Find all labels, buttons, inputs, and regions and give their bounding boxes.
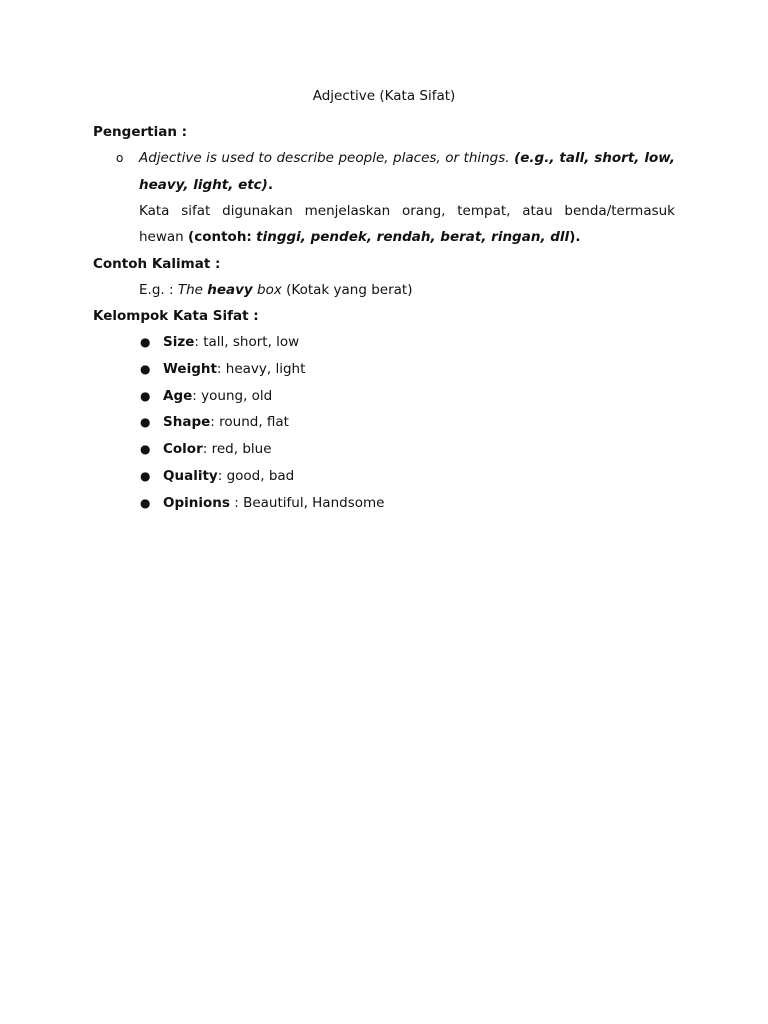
document-title: Adjective (Kata Sifat)	[312, 88, 456, 104]
definition-examples-end: heavy, light, etc)	[139, 177, 268, 193]
group-separator: :	[217, 467, 223, 484]
bullet-icon: ●	[140, 442, 151, 457]
list-item	[140, 414, 384, 441]
group-separator: :	[210, 414, 215, 431]
definition-line-2	[139, 177, 675, 193]
group-values: tall, short, low	[198, 334, 300, 350]
adjective-group-list	[140, 334, 384, 522]
group-values: heavy, light	[221, 360, 306, 377]
list-item	[140, 441, 384, 468]
group-separator: :	[229, 494, 239, 511]
contoh-kalimat-heading: Contoh Kalimat :	[93, 256, 221, 272]
bullet-icon: ●	[140, 361, 151, 376]
group-separator: :	[202, 441, 208, 458]
contoh-close: ).	[569, 229, 581, 245]
bullet-icon: ●	[140, 388, 151, 403]
group-values: good, bad	[222, 467, 295, 484]
group-values: red, blue	[207, 441, 272, 458]
contoh-label: (contoh:	[188, 229, 252, 245]
kelompok-heading: Kelompok Kata Sifat :	[93, 308, 259, 324]
group-label: Size	[163, 334, 195, 350]
group-values: Beautiful, Handsome	[238, 494, 385, 511]
contoh-examples: tinggi, pendek, rendah, berat, ringan, dll	[256, 229, 570, 245]
group-label: Weight	[163, 360, 217, 377]
bullet-icon: ●	[140, 495, 151, 510]
example-heavy: heavy	[207, 282, 253, 298]
list-item	[140, 495, 384, 522]
list-item	[140, 388, 384, 415]
group-separator: :	[194, 334, 199, 350]
bullet-icon: ●	[140, 335, 151, 349]
bullet-icon: ●	[140, 415, 151, 430]
definition-line-1	[139, 150, 675, 166]
example-the: The	[177, 282, 203, 298]
group-separator: :	[192, 387, 197, 404]
group-values: round, flat	[214, 414, 289, 431]
example-sentence	[139, 282, 412, 298]
list-item	[140, 468, 384, 495]
group-label: Color	[163, 441, 203, 458]
example-box: box	[257, 282, 282, 298]
group-separator: :	[216, 360, 222, 377]
list-item	[140, 334, 384, 361]
group-label: Shape	[163, 414, 211, 431]
group-values: young, old	[196, 387, 273, 404]
definition-period: .	[267, 177, 273, 193]
definition-indonesian-line-1: Kata sifat digunakan menjelaskan orang, tempat, atau benda/termasuk	[139, 203, 675, 219]
group-label: Opinions	[163, 494, 230, 511]
bullet-icon: ●	[140, 468, 151, 483]
definition-indonesian-line-2	[139, 229, 675, 245]
example-prefix: E.g. :	[139, 282, 174, 298]
definition-english: Adjective is used to describe people, places, or things.	[139, 150, 510, 166]
group-label: Quality	[163, 467, 218, 484]
pengertian-heading: Pengertian :	[93, 124, 188, 140]
example-translation: (Kotak yang berat)	[286, 282, 413, 298]
list-marker-o: o	[116, 151, 124, 165]
group-label: Age	[163, 387, 193, 404]
list-item	[140, 361, 384, 388]
definition-examples-start: (e.g., tall, short, low,	[514, 150, 675, 166]
definition-hewan: hewan	[139, 229, 184, 245]
